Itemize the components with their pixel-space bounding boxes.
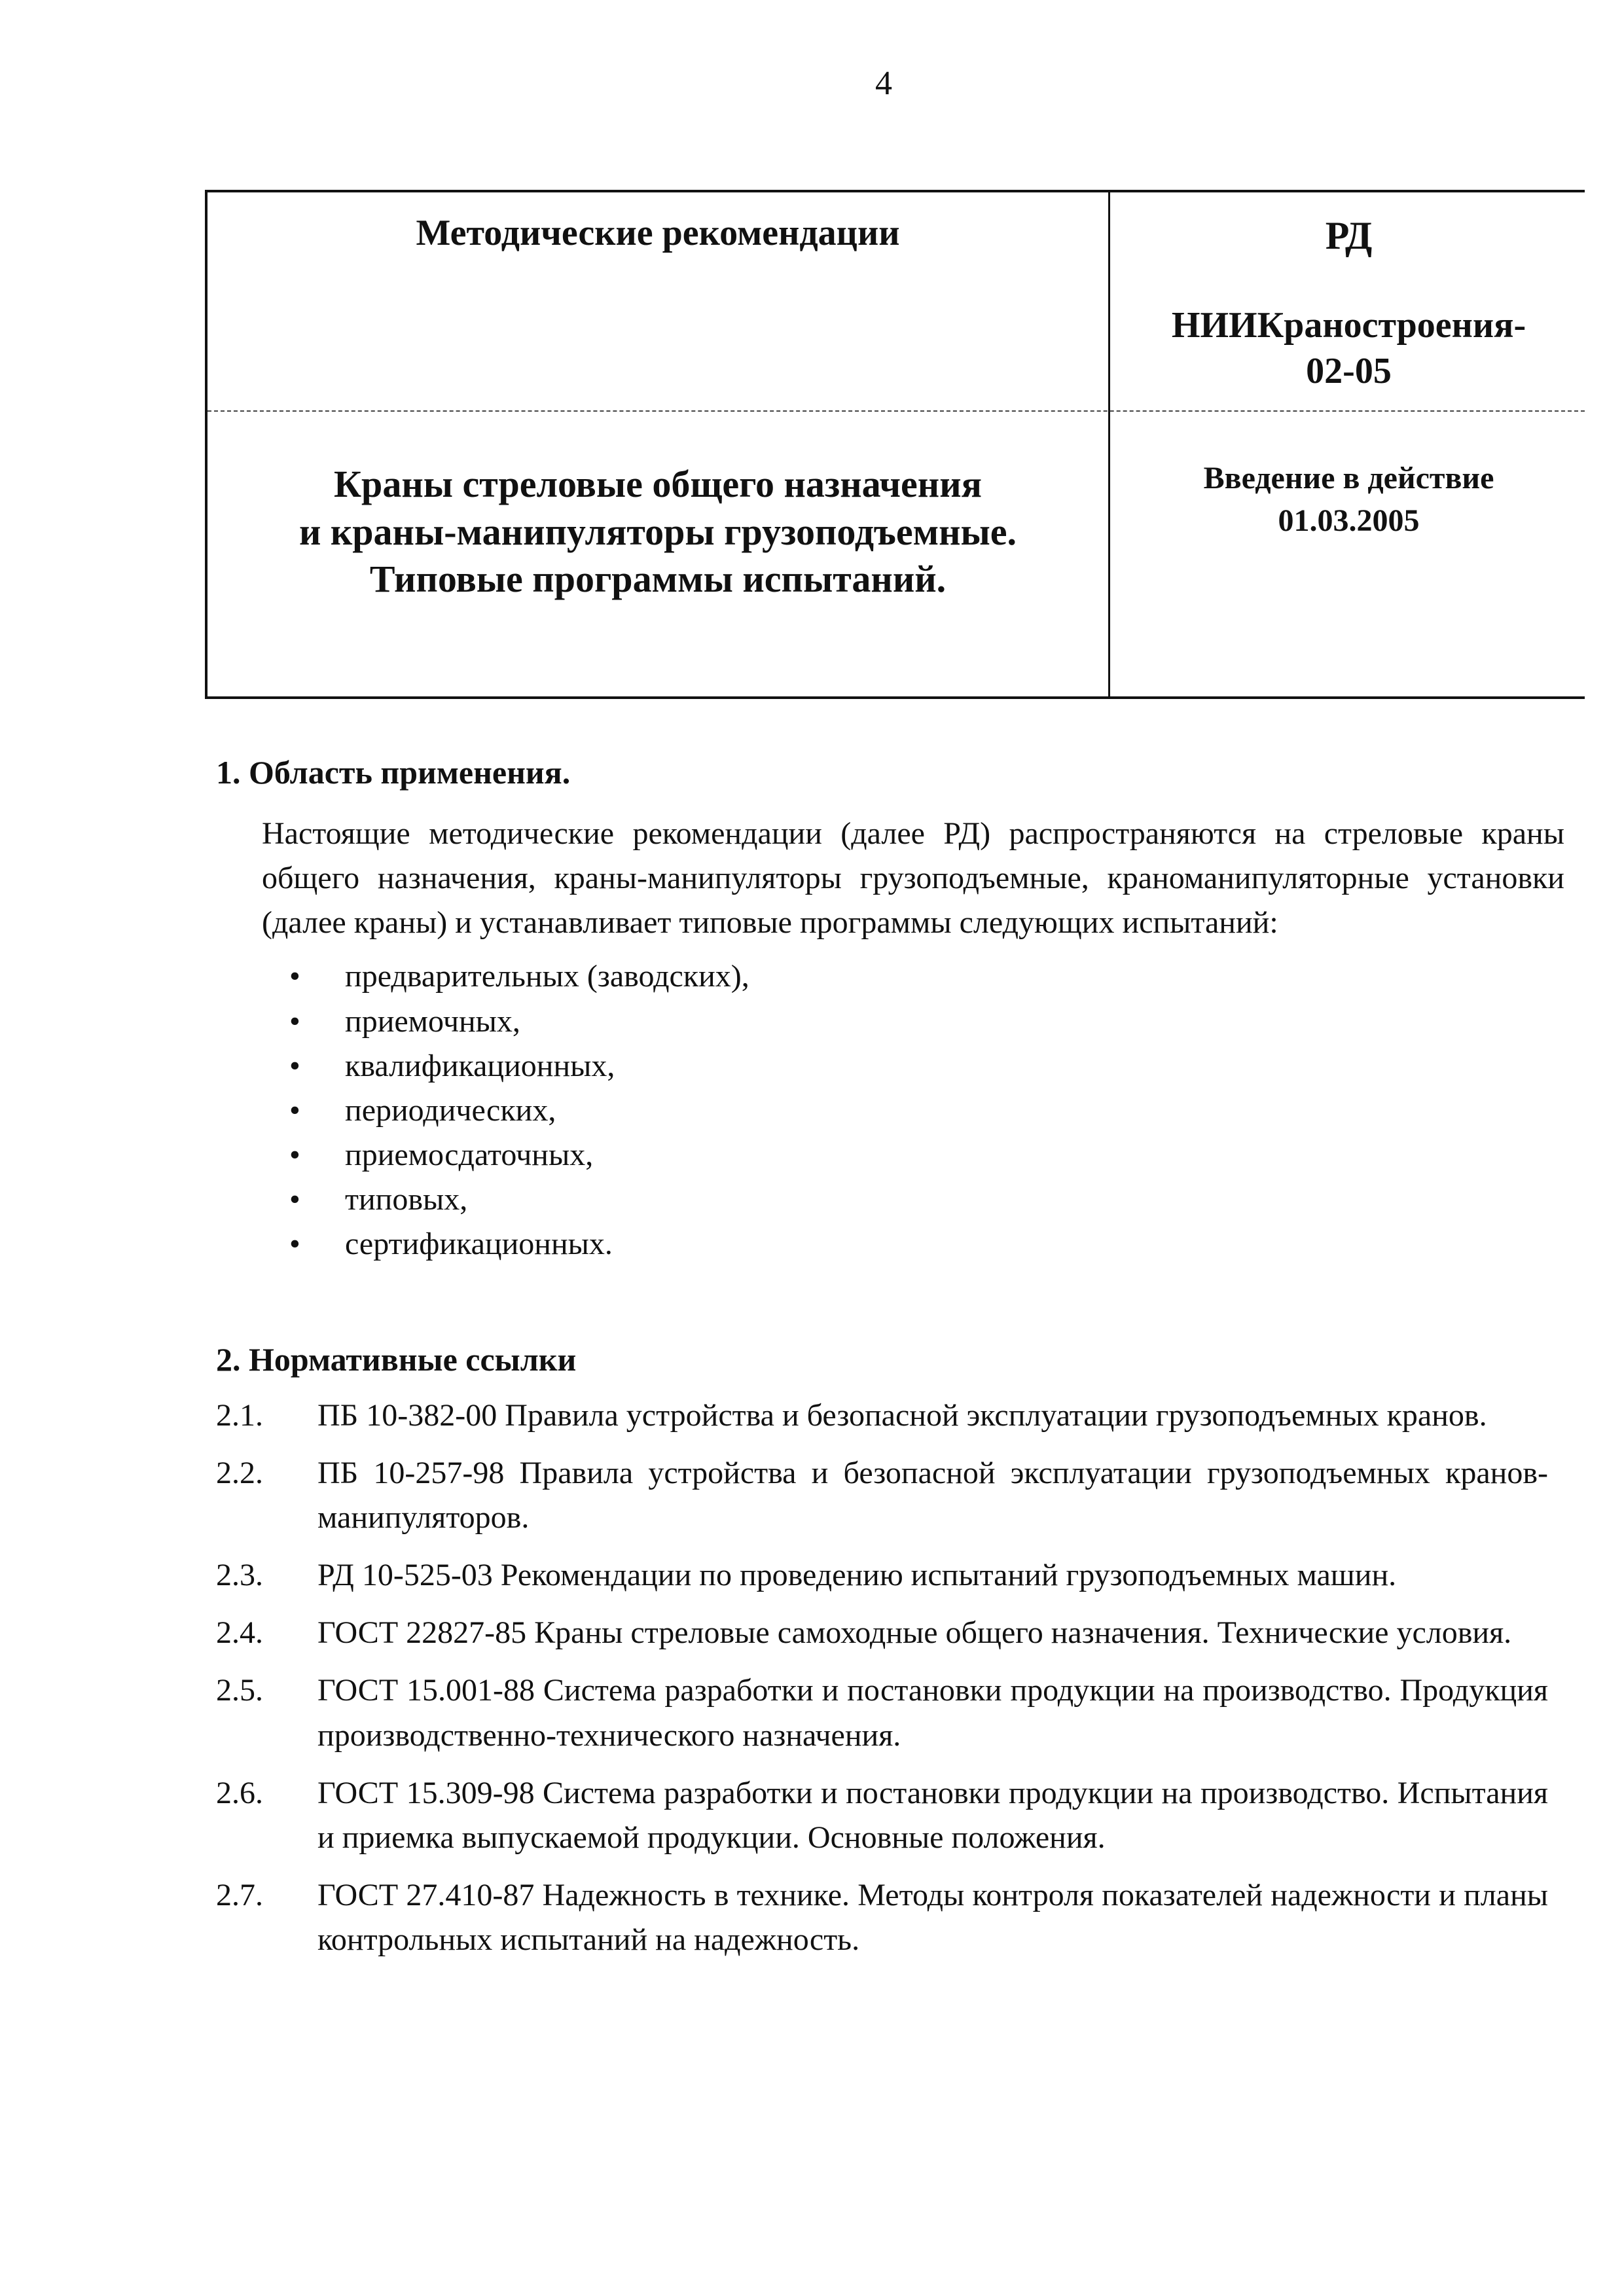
test-type-item bbox=[289, 1044, 1564, 1088]
test-type-item bbox=[289, 1177, 1564, 1222]
bullet-icon: • bbox=[289, 1092, 300, 1128]
reference-number: 2.1. bbox=[216, 1397, 263, 1433]
reference-number: 2.7. bbox=[216, 1877, 263, 1912]
bullet-icon: • bbox=[289, 1048, 300, 1083]
bullet-icon: • bbox=[289, 959, 300, 994]
effective-date-label: Введение в действие bbox=[1203, 461, 1494, 495]
bullet-icon: • bbox=[289, 1003, 300, 1039]
test-type-item bbox=[289, 1088, 1564, 1133]
reference-number: 2.2. bbox=[216, 1455, 263, 1490]
test-type-item bbox=[289, 1133, 1564, 1177]
test-types-list bbox=[289, 954, 1564, 1266]
reference-item bbox=[216, 1771, 1564, 1860]
normative-references-heading: 2. Нормативные ссылки bbox=[216, 1340, 577, 1378]
reference-text: ГОСТ 22827-85 Краны стреловые самоходные общего назначения. Технические условия. bbox=[317, 1615, 1512, 1651]
reference-text: ГОСТ 15.001-88 Система разработки и постановки продукции на производство. Продукция производственно-технического назначения. bbox=[317, 1673, 1548, 1753]
test-type-label: предварительных (заводских), bbox=[345, 959, 749, 994]
effective-date-value: 01.03.2005 bbox=[1278, 503, 1420, 538]
document-title-line2: и краны-манипуляторы грузоподъемные. bbox=[298, 510, 1017, 553]
test-type-item bbox=[289, 954, 1564, 999]
reference-number: 2.4. bbox=[216, 1615, 263, 1651]
reference-item bbox=[216, 1668, 1564, 1757]
scope-paragraph: Настоящие методические рекомендации (далее РД) распространяются на стреловые краны общего назначения, краны-манипуляторы грузоподъемные, краноманипуляторные установки (далее краны) и устанавливает типовые программы следующих испытаний: bbox=[262, 816, 1564, 941]
reference-text: ГОСТ 27.410-87 Надежность в технике. Методы контроля показателей надежности и планы контрольных испытаний на надежность. bbox=[317, 1877, 1548, 1958]
bullet-icon: • bbox=[289, 1227, 300, 1262]
reference-item bbox=[216, 1393, 1564, 1438]
reference-number: 2.5. bbox=[216, 1673, 263, 1708]
document-effective-date bbox=[1110, 457, 1587, 543]
reference-text: ПБ 10-382-00 Правила устройства и безопасной эксплуатации грузоподъемных кранов. bbox=[317, 1397, 1487, 1433]
reference-number: 2.3. bbox=[216, 1558, 263, 1593]
reference-text: ПБ 10-257-98 Правила устройства и безопасной эксплуатации грузоподъемных кранов-манипуляторов. bbox=[317, 1455, 1548, 1535]
bullet-icon: • bbox=[289, 1182, 300, 1217]
test-type-label: периодических, bbox=[345, 1092, 556, 1128]
reference-text: ГОСТ 15.309-98 Система разработки и постановки продукции на производство. Испытания и приемка выпускаемой продукции. Основные положения. bbox=[317, 1775, 1548, 1855]
test-type-item bbox=[289, 1222, 1564, 1266]
test-type-label: приемосдаточных, bbox=[345, 1138, 594, 1173]
reference-number: 2.6. bbox=[216, 1775, 263, 1810]
normative-references-list bbox=[216, 1393, 1564, 1963]
document-title-line1: Краны стреловые общего назначения bbox=[334, 463, 982, 505]
header-column-divider bbox=[1108, 192, 1110, 696]
test-type-label: приемочных, bbox=[345, 1003, 520, 1039]
reference-item bbox=[216, 1451, 1564, 1540]
document-organization bbox=[1110, 302, 1587, 394]
document-organization-line2: 02-05 bbox=[1306, 351, 1392, 391]
reference-item bbox=[216, 1873, 1564, 1962]
document-header-table bbox=[205, 190, 1585, 699]
reference-text: РД 10-525-03 Рекомендации по проведению испытаний грузоподъемных машин. bbox=[317, 1558, 1397, 1593]
document-organization-line1: НИИКраностроения- bbox=[1171, 305, 1526, 346]
test-type-label: квалификационных, bbox=[345, 1048, 615, 1083]
test-type-item bbox=[289, 999, 1564, 1044]
document-body bbox=[216, 749, 1564, 1975]
test-type-label: сертификационных. bbox=[345, 1227, 613, 1262]
bullet-icon: • bbox=[289, 1138, 300, 1173]
test-type-label: типовых, bbox=[345, 1182, 468, 1217]
page-number: 4 bbox=[875, 65, 892, 102]
header-row-divider bbox=[208, 410, 1585, 412]
document-title-line3: Типовые программы испытаний. bbox=[369, 558, 947, 600]
document-title bbox=[208, 461, 1108, 603]
reference-item bbox=[216, 1553, 1564, 1598]
reference-item bbox=[216, 1611, 1564, 1655]
document-code: РД bbox=[1325, 214, 1373, 257]
scope-heading: 1. Область применения. bbox=[216, 754, 571, 791]
document-type: Методические рекомендации bbox=[416, 213, 900, 253]
